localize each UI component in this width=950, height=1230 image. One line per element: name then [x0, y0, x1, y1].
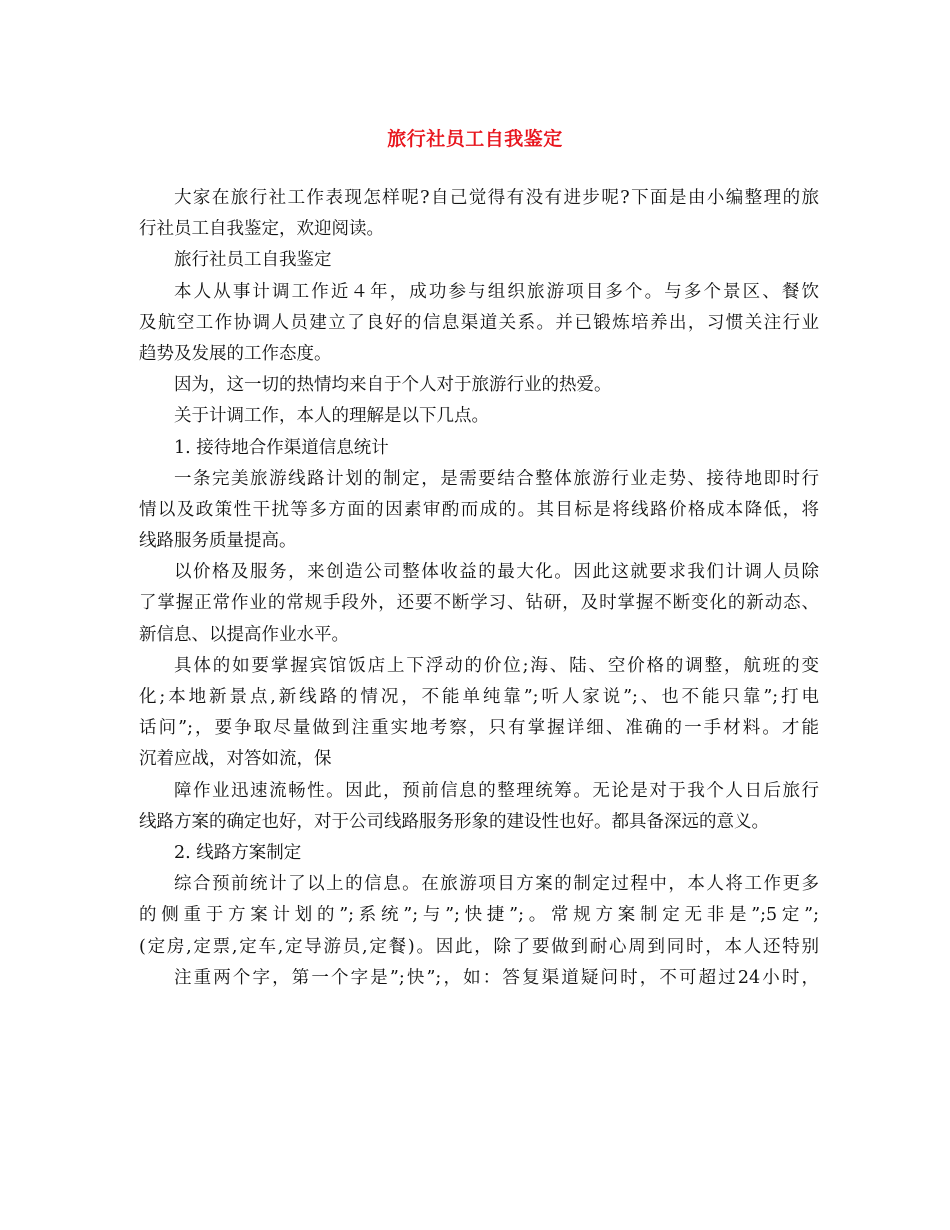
paragraph-line: 行社员工自我鉴定，欢迎阅读。	[139, 219, 384, 240]
paragraph-line: 及航空工作协调人员建立了良好的信息渠道关系。并已锻炼培养出，习惯关注行业	[139, 312, 819, 333]
paragraph-line: 沉着应战，对答如流，保	[139, 749, 332, 770]
paragraph-line: 注重两个字，第一个字是”;快”;，如：答复渠道疑问时，不可超过24小时，	[174, 967, 819, 988]
paragraph-line: 新信息、以提高作业水平。	[139, 624, 349, 645]
paragraph-line: 线路服务质量提高。	[139, 531, 297, 552]
paragraph-line: 趋势及发展的工作态度。	[139, 343, 332, 364]
paragraph-line: (定房,定票,定车,定导游员,定餐)。因此，除了要做到耐心周到同时，本人还特别	[139, 936, 819, 957]
paragraph-line: 化;本地新景点,新线路的情况，不能单纯靠”;听人家说”;、也不能只靠”;打电	[139, 687, 819, 707]
paragraph-line: 的侧重于方案计划的”;系统”;与”;快捷”;。常规方案制定无非是”;5定”;	[139, 905, 819, 926]
paragraph-line: 因为，这一切的热情均来自于个人对于旅游行业的热爱。	[174, 375, 612, 396]
paragraph-line: 一条完美旅游线路计划的制定，是需要结合整体旅游行业走势、接待地即时行	[174, 468, 819, 489]
numbered-heading: 1. 接待地合作渠道信息统计	[174, 437, 389, 458]
paragraph-line: 本人从事计调工作近４年，成功参与组织旅游项目多个。与多个景区、餐饮	[174, 281, 819, 302]
paragraph-line: 以价格及服务，来创造公司整体收益的最大化。因此这就要求我们计调人员除	[174, 562, 819, 583]
paragraph-line: 大家在旅行社工作表现怎样呢?自己觉得有没有进步呢?下面是由小编整理的旅	[174, 188, 819, 208]
paragraph-line: 线路方案的确定也好，对于公司线路服务形象的建设性也好。都具备深远的意义。	[139, 811, 769, 832]
numbered-heading: 2. 线路方案制定	[174, 842, 302, 863]
document-body	[139, 183, 819, 994]
paragraph-line: 综合预前统计了以上的信息。在旅游项目方案的制定过程中，本人将工作更多	[174, 874, 819, 895]
section-heading: 旅行社员工自我鉴定	[174, 250, 332, 271]
paragraph-line: 关于计调工作，本人的理解是以下几点。	[174, 406, 489, 427]
document-title: 旅行社员工自我鉴定	[387, 128, 563, 150]
paragraph-line: 具体的如要掌握宾馆饭店上下浮动的价位;海、陆、空价格的调整，航班的变	[174, 655, 819, 676]
paragraph-line: 了掌握正常作业的常规手段外，还要不断学习、钻研，及时掌握不断变化的新动态、	[139, 593, 819, 614]
paragraph-line: 话问”;，要争取尽量做到注重实地考察，只有掌握详细、准确的一手材料。才能	[139, 718, 819, 739]
paragraph-line: 障作业迅速流畅性。因此，预前信息的整理统筹。无论是对于我个人日后旅行	[174, 780, 819, 801]
paragraph-line: 情以及政策性干扰等多方面的因素审酌而成的。其目标是将线路价格成本降低，将	[139, 499, 819, 520]
